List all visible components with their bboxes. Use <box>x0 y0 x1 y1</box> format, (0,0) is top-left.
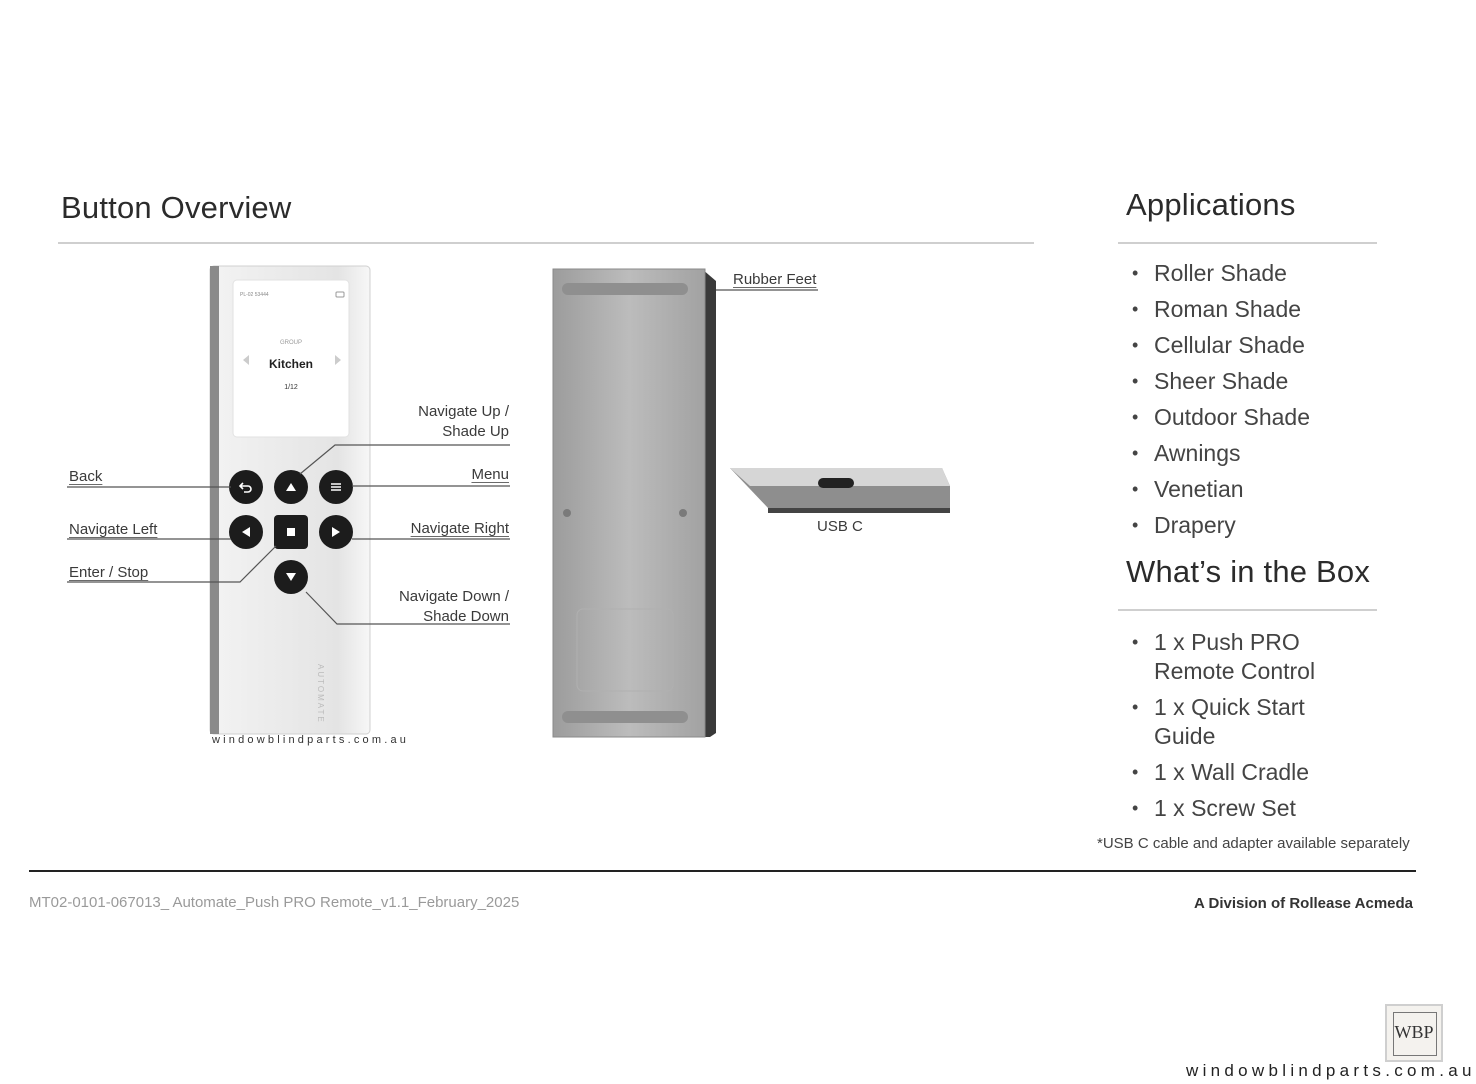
rubber-foot-bottom <box>562 711 688 723</box>
screen-counter: 1/12 <box>284 384 298 391</box>
remote-watermark: windowblindparts.com.au <box>212 734 410 746</box>
list-item: • 1 x Screw Set <box>1126 794 1331 823</box>
remote-bottom-usb-illustration <box>728 464 954 516</box>
site-watermark: windowblindparts.com.au <box>1186 1061 1476 1080</box>
screen-serial: PL-02 53444 <box>240 292 269 298</box>
document-id: MT02-0101-067013_ Automate_Push PRO Remote_v1.1_February_2025 <box>29 894 520 911</box>
remote-back-illustration <box>550 267 720 740</box>
usb-c-port-icon <box>818 478 854 488</box>
navigate-left-label: Navigate Left <box>69 521 158 538</box>
button-overview-title: Button Overview <box>61 190 292 225</box>
remote-brand-mark: AUTOMATE <box>316 664 325 724</box>
list-item: • 1 x Quick Start Guide <box>1126 693 1331 751</box>
usb-c-label: USB C <box>817 518 863 535</box>
back-label: Back <box>69 468 103 485</box>
list-item: • Awnings <box>1126 439 1396 468</box>
footer-divider <box>29 870 1416 872</box>
wbp-logo <box>1385 1004 1443 1062</box>
box-contents-list <box>1126 628 1331 823</box>
box-contents-title: What’s in the Box <box>1126 554 1371 589</box>
navigate-right-label: Navigate Right <box>410 520 509 537</box>
enter-stop-label: Enter / Stop <box>69 564 149 581</box>
rubber-foot-top <box>562 283 688 295</box>
division-label: A Division of Rollease Acmeda <box>1194 895 1413 912</box>
logo-monogram: WBP <box>1394 1022 1434 1042</box>
navigate-down-label: Navigate Down / Shade Down <box>398 588 509 625</box>
list-item: • Cellular Shade <box>1126 331 1396 360</box>
list-item: • Roller Shade <box>1126 259 1396 288</box>
box-contents-divider <box>1118 609 1377 611</box>
list-item: • Roman Shade <box>1126 295 1396 324</box>
applications-divider <box>1118 242 1377 244</box>
list-item: • Sheer Shade <box>1126 367 1396 396</box>
list-item: • Drapery <box>1126 511 1396 540</box>
applications-title: Applications <box>1126 187 1296 222</box>
screen-group-name: Kitchen <box>268 357 313 371</box>
menu-label: Menu <box>471 466 509 483</box>
usb-cable-note: *USB C cable and adapter available separately <box>1097 835 1410 852</box>
screen-group-label: GROUP <box>279 340 302 346</box>
list-item: • Venetian <box>1126 475 1396 504</box>
list-item: • Outdoor Shade <box>1126 403 1396 432</box>
applications-list <box>1126 259 1396 540</box>
rubber-feet-label: Rubber Feet <box>733 271 817 288</box>
navigate-up-label: Navigate Up / Shade Up <box>418 403 509 440</box>
list-item: • 1 x Push PRO Remote Control <box>1126 628 1331 686</box>
list-item: • 1 x Wall Cradle <box>1126 758 1331 787</box>
